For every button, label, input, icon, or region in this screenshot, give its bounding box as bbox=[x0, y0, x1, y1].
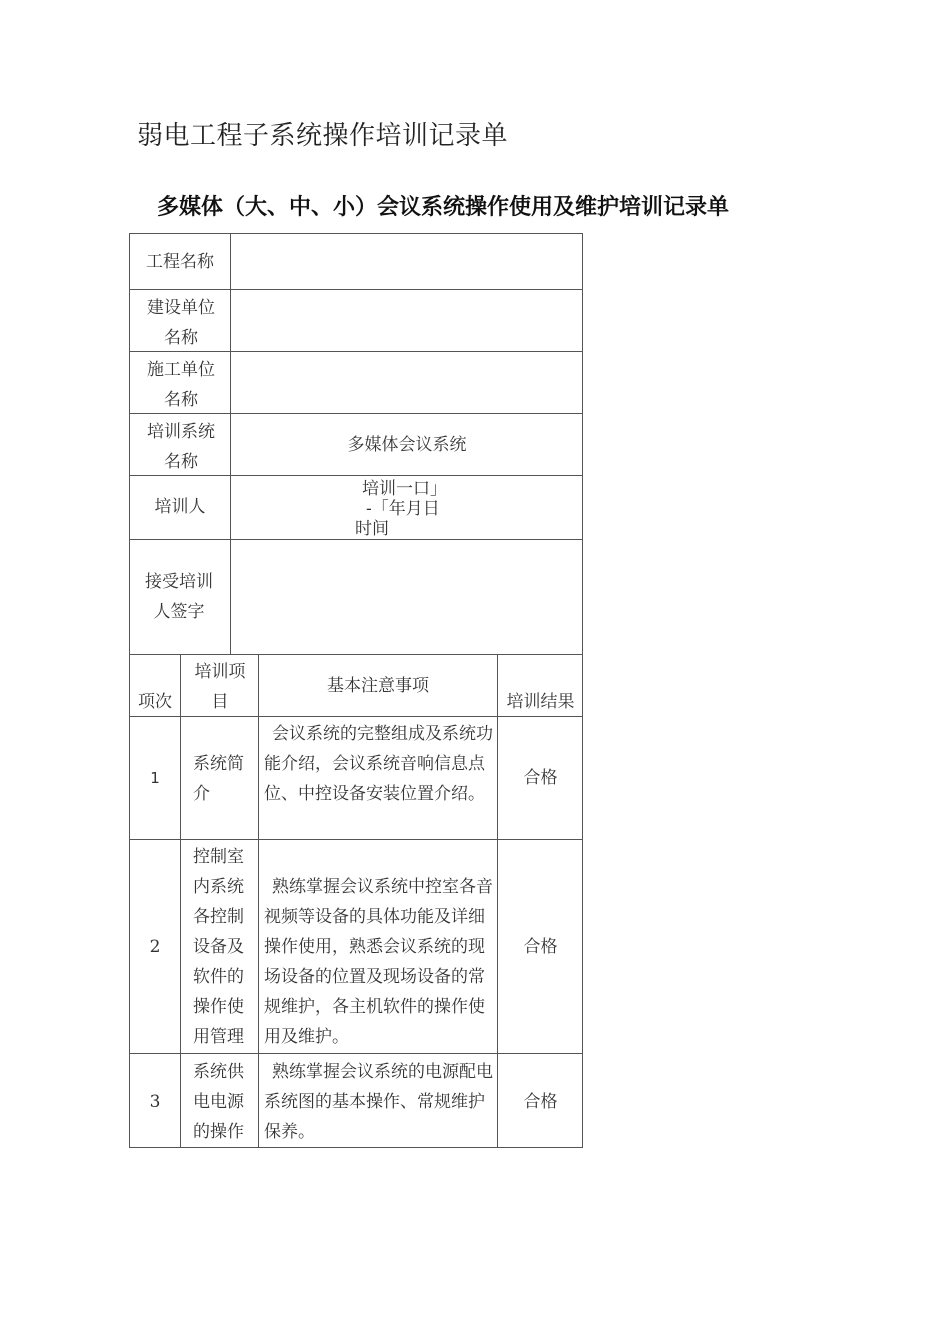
row-divider bbox=[129, 289, 583, 290]
trainer-label: 培训人 bbox=[154, 497, 206, 517]
row-training-item: 控制室内系统各控制设备及软件的操作使用管理 bbox=[193, 847, 244, 1047]
header-training-item: 培训项目 bbox=[194, 662, 246, 712]
column-divider bbox=[497, 654, 498, 1148]
row-training-item: 系统供电电源的操作 bbox=[193, 1062, 244, 1142]
row-result: 合格 bbox=[523, 768, 558, 788]
form-title: 多媒体（大、中、小）会议系统操作使用及维护培训记录单 bbox=[157, 195, 730, 220]
row-divider bbox=[129, 1053, 583, 1054]
project-name-label: 工程名称 bbox=[146, 252, 214, 272]
contractor-label: 施工单位名称 bbox=[147, 360, 215, 410]
column-divider bbox=[258, 654, 259, 1148]
row-index: 3 bbox=[149, 1092, 161, 1112]
row-notes: 熟练掌握会议系统中控室各音视频等设备的具体功能及详细操作使用，熟悉会议系统的现场设备的位置及现场设备的常规维护，各主机软件的操作使用及维护。 bbox=[264, 877, 493, 1047]
row-result: 合格 bbox=[523, 1092, 558, 1112]
header-index: 项次 bbox=[138, 692, 172, 712]
row-notes: 会议系统的完整组成及系统功能介绍，会议系统音响信息点位、中控设备安装位置介绍。 bbox=[264, 724, 493, 804]
row-divider bbox=[129, 839, 583, 840]
training-system-label: 培训系统名称 bbox=[147, 422, 215, 472]
builder-label: 建设单位名称 bbox=[147, 298, 215, 348]
row-index: 1 bbox=[150, 769, 160, 787]
row-result: 合格 bbox=[523, 937, 558, 957]
row-divider bbox=[129, 539, 583, 540]
trainee-signature-label: 接受培训人签字 bbox=[145, 572, 213, 622]
row-index: 2 bbox=[149, 937, 161, 957]
row-training-item: 系统简介 bbox=[193, 754, 244, 804]
header-notes: 基本注意事项 bbox=[327, 676, 429, 696]
training-system-value: 多媒体会议系统 bbox=[347, 435, 467, 455]
document-title: 弱电工程子系统操作培训记录单 bbox=[137, 121, 509, 151]
row-notes: 熟练掌握会议系统的电源配电系统图的基本操作、常规维护保养。 bbox=[264, 1062, 493, 1142]
column-divider bbox=[180, 654, 181, 1148]
training-time-line: -「年月日 bbox=[366, 499, 440, 519]
training-time-line: 时间 bbox=[355, 519, 389, 539]
training-time-line: 培训一口」 bbox=[362, 479, 447, 499]
header-result: 培训结果 bbox=[506, 692, 575, 712]
